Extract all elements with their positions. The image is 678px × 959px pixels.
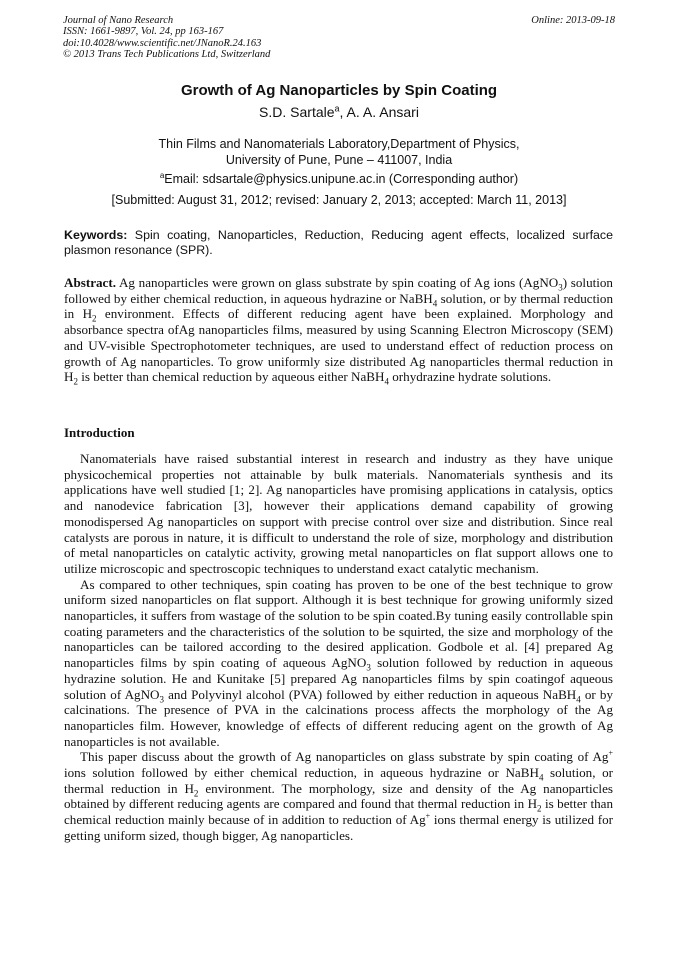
abstract-text-5: is better than chemical reduction by aqueous either NaBH [77,369,385,385]
journal-header [63,15,615,61]
email-text: Email: sdsartale@physics.unipune.ac.in (Corresponding author) [164,172,519,186]
author-1: S.D. Sartale [259,104,335,120]
abstract-section [64,275,613,385]
intro-p2-sub-1: 3 [366,662,371,673]
abstract-text-6: orhydrazine hydrate solutions. [388,369,552,385]
intro-p2-text-3: and Polyvinyl alcohol (PVA) followed by either reduction in aqueous NaBH [164,686,577,702]
abstract-text-1: Ag nanoparticles were grown on glass substrate by spin coating of Ag ions (AgNO [116,275,559,290]
intro-paragraph-2 [64,577,613,750]
intro-paragraph-1: Nanomaterials have raised substantial interest in research and industry as they have unique physicochemical properties not attainable by bulk materials. Nanomaterials synthesis and its applications have well studied [1; 2]. Ag nanoparticles have promising applications in catalysis, optics and nanodevice fabrication [3], however their applications demand capability of growing monodispersed Ag nanoparticles on support with precise control over size and distribution. Since real catalysts are porous in nature, it is difficult to understand the role of size, morphology and distribution of metal nanoparticles on catalytic activity, growing metal nanoparticles on flat support allows one to utilize microscopic and spectroscopic techniques to understand exact catalytic mechanism. [64,451,613,576]
author-email [0,172,678,186]
abstract-text-2: ) solution followed by either chemical reduction, in aqueous hydrazine or NaBH [64,275,613,306]
paper-title: Growth of Ag Nanoparticles by Spin Coating [180,82,498,99]
intro-p3-text-2: ions solution followed by either chemical reduction, in aqueous hydrazine or NaBH [64,765,539,781]
abstract-sub-4: 2 [73,376,78,387]
affiliation-line-1: Thin Films and Nanomaterials Laboratory,Department of Physics, [158,137,520,151]
email-affiliation-mark: a [159,170,165,180]
doi-line: doi:10.4028/www.scientific.net/JNanoR.24.163 [63,37,262,49]
intro-p2-text-2: solution followed by reduction in aqueous hydrazine solution. He and Kunitake [5] prepared Ag nanoparticles films by spin coatingof aqueous solution of AgNO [64,655,613,702]
intro-paragraph-3 [64,749,613,843]
copyright-line: © 2013 Trans Tech Publications Ltd, Switzerland [63,49,271,61]
keywords-text: Spin coating, Nanoparticles, Reduction, Reducing agent effects, localized surface plasmon resonance (SPR). [64,228,613,257]
intro-p3-text-3: solution, or thermal reduction in H [64,765,613,796]
intro-p3-sub-3: 2 [537,804,542,815]
intro-p2-sub-2: 3 [159,694,165,705]
author-list [0,104,678,120]
keywords-section [64,228,613,258]
author-others: , A. A. Ansari [339,104,419,120]
abstract-label: Abstract. [64,275,116,290]
affiliation-line-2: University of Pune, Pune – 411007, India [225,153,453,167]
introduction-section [64,451,613,844]
intro-p3-sub-1: 4 [538,772,544,783]
issn-line: ISSN: 1661-9897, Vol. 24, pp 163-167 [63,26,224,38]
abstract-text-4: environment. Effects of different reducing agent have been explained. Morphology and absorbance spectra ofAg nanoparticles films, measured by using Scanning Electron Microscopy (SEM) and UV-visible Spectrophotometer techniques, are used to understand effect of reduction process on growth of Ag nanoparticles. To grow uniformly size distributed Ag nanoparticles thermal reduction in H [64,306,613,385]
abstract-sub-3: 2 [92,314,97,325]
intro-p3-text-6: ions thermal energy is utilized for getting uniform sized, though bigger, Ag nanoparticles. [64,812,613,843]
intro-p3-text-4: environment. The morphology, size and density of the Ag nanoparticles obtained by different reducing agents are compared and found that thermal reduction in H [64,780,613,812]
introduction-heading: Introduction [64,425,135,440]
abstract-paragraph [64,275,613,385]
intro-p2-text-1: As compared to other techniques, spin coating has proven to be one of the best technique to grow uniform sized nanoparticles on flat support. Although it is best technique for growing uniformly sized nanoparticles, it suffers from wastage of the solution to be spin coated.By tuning easily controllable spin coating parameters and the characteristics of the solution to be squirted, the size and morphology of the nanoparticles can be tailored according to the desired application. Godbole et al. [4] prepared Ag nanoparticles films by spin coating of aqueous AgNO [64,576,613,671]
affiliation [0,136,678,168]
intro-p3-sub-2: 2 [193,788,199,799]
abstract-text-3: solution, or by thermal reduction in H [64,290,613,322]
author-1-affiliation-mark: a [334,103,340,114]
intro-p2-sub-3: 4 [576,694,581,705]
intro-p3-text-5: is better than chemical reduction mainly because of in addition to reduction of Ag [64,796,613,828]
submission-dates: [Submitted: August 31, 2012; revised: January 2, 2013; accepted: March 11, 2013] [111,193,567,207]
keywords-label: Keywords: [64,228,128,242]
intro-p3-sup-1: + [608,749,613,758]
abstract-sub-5: 4 [384,376,389,387]
online-date: Online: 2013-09-18 [531,15,615,26]
abstract-sub-1: 3 [558,282,563,293]
intro-p3-text-1: This paper discuss about the growth of Ag nanoparticles on glass substrate by spin coating of Ag [80,749,609,765]
abstract-sub-2: 4 [432,298,438,309]
intro-p2-text-4: or by calcinations. The presence of PVA in the calcinations process affects the morphology of the Ag nanoparticles film. However, knowledge of effects of different reducing agent on the growth of Ag nanoparticles is not available. [64,686,613,749]
journal-name: Journal of Nano Research [63,15,174,26]
intro-p3-sup-2: + [425,811,431,821]
